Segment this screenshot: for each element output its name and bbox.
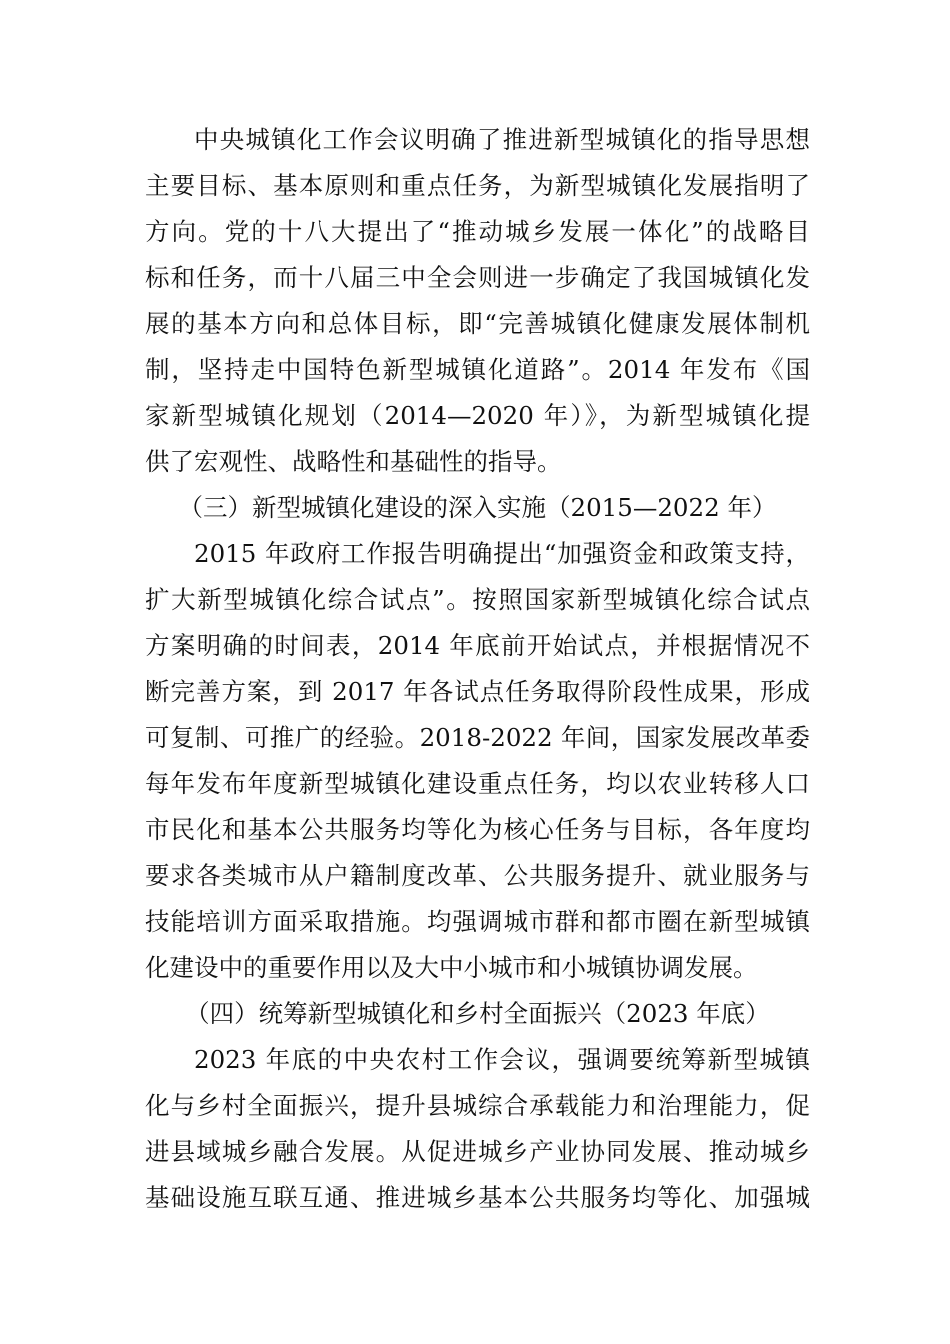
paragraph-line: 化建设中的重要作用以及大中小城市和小城镇协调发展。 <box>145 953 758 982</box>
paragraph-line: 基础设施互联互通、推进城乡基本公共服务均等化、加强城 <box>145 1183 810 1212</box>
paragraph-line: 要求各类城市从户籍制度改革、公共服务提升、就业服务与 <box>145 861 810 890</box>
paragraph-line: 展的基本方向和总体目标，即“完善城镇化健康发展体制机 <box>145 309 810 338</box>
paragraph-line: 扩大新型城镇化综合试点”。按照国家新型城镇化综合试点 <box>145 585 810 614</box>
paragraph-line: 每年发布年度新型城镇化建设重点任务，均以农业转移人口 <box>145 769 810 798</box>
paragraph-line: 主要目标、基本原则和重点任务，为新型城镇化发展指明了 <box>145 171 810 200</box>
paragraph-line: 可复制、可推广的经验。2018-2022 年间，国家发展改革委 <box>145 723 810 752</box>
paragraph-2 <box>145 531 810 991</box>
paragraph-line: 化与乡村全面振兴，提升县城综合承载能力和治理能力，促 <box>145 1091 810 1120</box>
paragraph-line: 标和任务，而十八届三中全会则进一步确定了我国城镇化发 <box>145 263 810 292</box>
document-body <box>145 117 810 1221</box>
paragraph-3 <box>145 1037 810 1221</box>
paragraph-1 <box>145 117 810 485</box>
paragraph-line: 方案明确的时间表，2014 年底前开始试点，并根据情况不 <box>145 631 810 660</box>
paragraph-line: 中央城镇化工作会议明确了推进新型城镇化的指导思想 <box>194 125 810 154</box>
section-heading-4: （四）统筹新型城镇化和乡村全面振兴（2023 年底） <box>185 999 770 1028</box>
paragraph-line: 进县域城乡融合发展。从促进城乡产业协同发展、推动城乡 <box>145 1137 810 1166</box>
paragraph-line: 供了宏观性、战略性和基础性的指导。 <box>145 447 562 476</box>
paragraph-line: 方向。党的十八大提出了“推动城乡发展一体化”的战略目 <box>145 217 810 246</box>
paragraph-line: 2023 年底的中央农村工作会议，强调要统筹新型城镇 <box>194 1045 810 1074</box>
paragraph-line: 制，坚持走中国特色新型城镇化道路”。2014 年发布《国 <box>145 355 810 384</box>
paragraph-line: 家新型城镇化规划（2014—2020 年）》，为新型城镇化提 <box>145 401 810 430</box>
section-heading-3: （三）新型城镇化建设的深入实施（2015—2022 年） <box>178 493 777 522</box>
paragraph-line: 市民化和基本公共服务均等化为核心任务与目标，各年度均 <box>145 815 810 844</box>
paragraph-line: 技能培训方面采取措施。均强调城市群和都市圈在新型城镇 <box>145 907 810 936</box>
paragraph-line: 断完善方案，到 2017 年各试点任务取得阶段性成果，形成 <box>145 677 810 706</box>
paragraph-line: 2015 年政府工作报告明确提出“加强资金和政策支持， <box>194 539 810 568</box>
